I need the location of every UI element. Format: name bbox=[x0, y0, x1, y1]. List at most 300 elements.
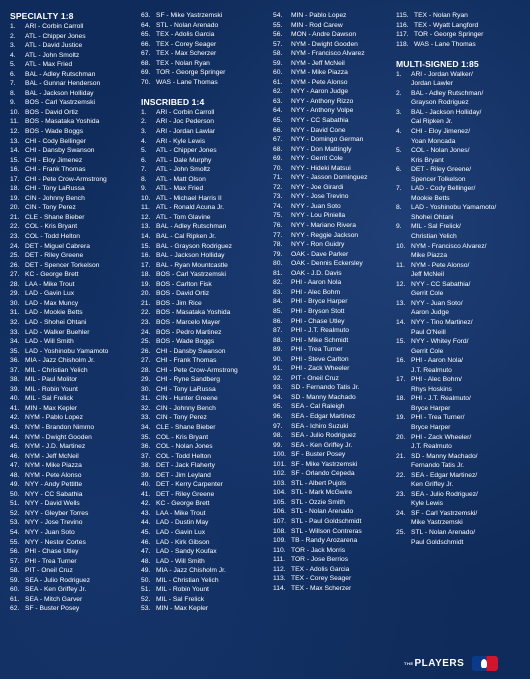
item-number: 116. bbox=[396, 21, 409, 29]
list-item bbox=[396, 413, 526, 423]
item-name: CHI - Ryne Sandberg bbox=[156, 376, 220, 384]
list-item bbox=[273, 584, 398, 594]
item-name: BOS - Carl Yastrzemski bbox=[156, 271, 226, 279]
item-number: 53. bbox=[10, 519, 20, 527]
item-name: NYM - Francisco Alvarez/ bbox=[411, 242, 487, 250]
item-name: MIL - Robin Yount bbox=[25, 385, 78, 393]
item-name: ATL - John Smoltz bbox=[156, 166, 211, 174]
item-name: MIN - Max Kepler bbox=[156, 605, 209, 613]
item-number: 38. bbox=[141, 462, 151, 470]
list-item bbox=[141, 242, 266, 252]
list-item bbox=[273, 259, 398, 269]
list-item bbox=[273, 469, 398, 479]
list-item bbox=[10, 394, 132, 404]
players-logo bbox=[404, 658, 464, 669]
item-name-continued: Christian Yelich bbox=[411, 233, 457, 241]
item-name: BOS - Masataka Yoshida bbox=[25, 118, 100, 126]
item-name: LAD - Yoshinobu Yamamoto bbox=[25, 347, 109, 355]
list-item bbox=[396, 40, 526, 50]
item-number: 65. bbox=[141, 31, 151, 39]
list-item bbox=[141, 547, 266, 557]
item-name: NYY - Andy Pettitte bbox=[25, 481, 83, 489]
list-item bbox=[141, 270, 266, 280]
item-name: CHI - Dansby Swanson bbox=[156, 347, 226, 355]
list-item bbox=[141, 213, 266, 223]
item-number: 29. bbox=[141, 376, 151, 384]
item-name: NYY - David Cone bbox=[291, 126, 346, 134]
footer-logos bbox=[404, 654, 522, 672]
list-item bbox=[396, 452, 526, 462]
item-number: 57. bbox=[273, 40, 283, 48]
item-number: 21. bbox=[141, 299, 151, 307]
item-name: CHI - Eloy Jimenez bbox=[25, 156, 83, 164]
item-name: MIN - Pablo Lopez bbox=[291, 12, 347, 19]
item-number: 31. bbox=[10, 309, 20, 317]
list-item bbox=[273, 231, 398, 241]
list-item bbox=[10, 280, 132, 290]
list-item bbox=[141, 49, 266, 59]
list-item bbox=[10, 337, 132, 347]
list-item bbox=[396, 280, 526, 290]
item-number: 8. bbox=[396, 204, 402, 212]
item-number: 4. bbox=[10, 51, 16, 59]
list-item bbox=[10, 356, 132, 366]
item-name: NYY - Jose Trevino bbox=[291, 193, 349, 201]
item-number: 19. bbox=[396, 414, 406, 422]
item-name: ATL - Michael Harris II bbox=[156, 194, 222, 202]
item-name-continued: Bryce Harper bbox=[411, 404, 451, 412]
item-number: 69. bbox=[141, 69, 151, 77]
item-name: NYY - CC Sabathia bbox=[291, 117, 349, 125]
item-number: 24. bbox=[10, 242, 20, 250]
item-number: 77. bbox=[273, 231, 283, 239]
list-item bbox=[396, 299, 526, 309]
item-name: TEX - Adolis Garcia bbox=[291, 565, 350, 573]
list-item bbox=[141, 21, 266, 31]
inscribed-list-end bbox=[396, 11, 526, 49]
item-number: 39. bbox=[10, 385, 20, 393]
list-item bbox=[10, 70, 132, 80]
item-name: PHI - Trea Turner bbox=[291, 346, 343, 354]
list-item bbox=[141, 251, 266, 261]
item-name: STL - Albert Pujols bbox=[291, 479, 347, 487]
item-number: 2. bbox=[10, 32, 16, 40]
item-number: 9. bbox=[10, 99, 16, 107]
item-name: ARI - Jordan Walker/ bbox=[411, 70, 473, 78]
item-name: NYY - Ron Guidry bbox=[291, 241, 345, 249]
list-item bbox=[273, 565, 398, 575]
item-number: 47. bbox=[10, 462, 20, 470]
item-number: 104. bbox=[273, 489, 287, 497]
item-name-continued: Mookie Betts bbox=[411, 194, 450, 202]
item-number: 38. bbox=[10, 376, 20, 384]
item-number: 17. bbox=[10, 175, 20, 183]
item-name-continued: Spencer Tolkelson bbox=[411, 175, 466, 183]
item-name: PHI - Zack Wheeler/ bbox=[411, 433, 472, 441]
item-number: 49. bbox=[10, 481, 20, 489]
multi-signed-list bbox=[396, 70, 526, 547]
item-name: CIN - Johnny Bench bbox=[156, 404, 216, 412]
item-name: SF - Mike Yastrzemski bbox=[156, 12, 223, 19]
item-number: 43. bbox=[10, 423, 20, 431]
item-number: 91. bbox=[273, 365, 283, 373]
item-name: DET - Jack Flaherty bbox=[156, 462, 215, 470]
item-name: ATL - Chipper Jones bbox=[156, 147, 217, 155]
list-item bbox=[273, 383, 398, 393]
list-item bbox=[141, 471, 266, 481]
item-name: BAL - Adley Rutschman/ bbox=[411, 89, 484, 97]
item-number: 22. bbox=[396, 471, 406, 479]
list-item bbox=[141, 423, 266, 433]
item-number: 17. bbox=[396, 376, 406, 384]
item-number: 19. bbox=[141, 280, 151, 288]
list-item bbox=[141, 375, 266, 385]
item-number: 92. bbox=[273, 374, 283, 382]
item-name: NYM - Brandon Nimmo bbox=[25, 423, 95, 431]
list-item bbox=[273, 11, 398, 21]
item-name: ATL - Tom Glavine bbox=[156, 213, 211, 221]
item-number: 45. bbox=[141, 528, 151, 536]
item-name: LAA - Mike Trout bbox=[25, 280, 75, 288]
item-name: NYY - Domingo German bbox=[291, 136, 364, 144]
list-item bbox=[10, 604, 132, 614]
item-name-continued: Paul O'Neill bbox=[411, 328, 446, 336]
list-item bbox=[273, 59, 398, 69]
item-name-continued: Mike Yastrzemski bbox=[411, 519, 463, 527]
item-name: CHI - Pete Crow-Armstrong bbox=[156, 366, 238, 374]
item-number: 34. bbox=[141, 423, 151, 431]
list-item bbox=[396, 222, 526, 232]
item-name: LAD - Dustin May bbox=[156, 519, 209, 527]
item-number: 61. bbox=[10, 595, 20, 603]
item-name: SEA - Julio Rodriguez/ bbox=[411, 490, 478, 498]
list-item bbox=[141, 68, 266, 78]
item-name: TEX - Wyatt Langford bbox=[414, 21, 479, 29]
item-name: COL - Nolan Jones bbox=[156, 443, 213, 451]
item-name: BAL - Jackson Holliday bbox=[25, 89, 94, 97]
item-number: 71. bbox=[273, 174, 283, 182]
item-name: OAK - Dave Parker bbox=[291, 250, 349, 258]
item-name: MIN - Max Kepler bbox=[25, 404, 78, 412]
list-item bbox=[273, 498, 398, 508]
item-name: PHI - Chase Utley bbox=[25, 548, 79, 556]
item-name: ARI - Corbin Carroll bbox=[156, 108, 215, 116]
list-item bbox=[273, 135, 398, 145]
item-number: 13. bbox=[396, 299, 406, 307]
item-name: MIN - Rod Carew bbox=[291, 21, 343, 29]
item-name: BOS - Pedro Martinez bbox=[156, 328, 222, 336]
item-number: 21. bbox=[10, 213, 20, 221]
item-name: SF - Carl Yastrzemski/ bbox=[411, 509, 478, 517]
item-name: COL - Kris Bryant bbox=[25, 223, 78, 231]
item-number: 107. bbox=[273, 517, 287, 525]
item-name: SEA - Edgar Martinez/ bbox=[411, 471, 478, 479]
item-number: 83. bbox=[273, 288, 283, 296]
list-item bbox=[10, 547, 132, 557]
item-number: 28. bbox=[141, 366, 151, 374]
item-name: CHI - Tony LaRussa bbox=[25, 185, 85, 193]
item-number: 60. bbox=[10, 586, 20, 594]
item-name: OAK - Dennis Eckersley bbox=[291, 260, 363, 268]
list-item bbox=[10, 442, 132, 452]
item-name-continued: Kyle Lewis bbox=[411, 500, 443, 508]
list-item bbox=[273, 527, 398, 537]
list-item bbox=[273, 288, 398, 298]
item-number: 51. bbox=[10, 500, 20, 508]
item-number: 37. bbox=[141, 452, 151, 460]
list-item bbox=[10, 222, 132, 232]
item-name-continued: Ken Griffey Jr. bbox=[411, 481, 454, 489]
item-number: 103. bbox=[273, 479, 287, 487]
item-number: 70. bbox=[273, 164, 283, 172]
list-item bbox=[273, 317, 398, 327]
item-name: WAS - Lane Thomas bbox=[414, 40, 476, 48]
item-number: 55. bbox=[10, 538, 20, 546]
item-name-continued: J.T. Realmuto bbox=[411, 443, 452, 451]
list-item bbox=[273, 240, 398, 250]
item-name-continued: Paul Goldschmidt bbox=[411, 538, 464, 546]
list-item bbox=[273, 97, 398, 107]
spacer bbox=[396, 49, 526, 59]
list-item bbox=[10, 261, 132, 271]
item-name: TB - Randy Arozarena bbox=[291, 537, 358, 545]
item-name: MIA - Jazz Chisholm Jr. bbox=[156, 567, 226, 575]
item-number: 117. bbox=[396, 31, 409, 39]
list-item bbox=[273, 78, 398, 88]
list-item bbox=[273, 336, 398, 346]
list-item bbox=[10, 347, 132, 357]
list-item bbox=[10, 366, 132, 376]
list-item bbox=[141, 232, 266, 242]
item-name: SD - Fernando Tatis Jr. bbox=[291, 384, 360, 392]
item-number: 10. bbox=[396, 242, 406, 250]
item-number: 14. bbox=[396, 318, 406, 326]
item-name: ATL - Dale Murphy bbox=[156, 156, 212, 164]
list-item bbox=[141, 557, 266, 567]
item-name: NYY - Gerrit Cole bbox=[291, 155, 343, 163]
list-item bbox=[273, 555, 398, 565]
item-number: 118. bbox=[396, 40, 409, 48]
list-item bbox=[396, 356, 526, 366]
list-item bbox=[273, 297, 398, 307]
list-item bbox=[141, 30, 266, 40]
column-3 bbox=[273, 11, 398, 593]
item-name: KC - George Brett bbox=[25, 271, 79, 279]
item-name: BOS - Jim Rice bbox=[156, 299, 202, 307]
item-name: BAL - Ryan Mountcastle bbox=[156, 261, 228, 269]
item-number: 25. bbox=[396, 528, 406, 536]
item-name: PHI - J.T. Realmuto bbox=[291, 327, 349, 335]
item-number: 70. bbox=[141, 78, 151, 86]
list-item bbox=[10, 165, 132, 175]
list-item bbox=[273, 145, 398, 155]
item-number: 3. bbox=[396, 108, 402, 116]
item-number: 12. bbox=[10, 128, 20, 136]
list-item bbox=[10, 576, 132, 586]
item-number: 7. bbox=[141, 166, 147, 174]
list-item bbox=[141, 11, 266, 21]
item-number: 41. bbox=[10, 404, 20, 412]
item-number: 56. bbox=[273, 31, 283, 39]
item-name: PHI - Chase Utley bbox=[291, 317, 345, 325]
list-item bbox=[273, 116, 398, 126]
item-name-continued: Gerrit Cole bbox=[411, 347, 444, 355]
item-number: 99. bbox=[273, 441, 283, 449]
item-name-continued: Aaron Judge bbox=[411, 309, 449, 317]
item-number: 13. bbox=[141, 223, 151, 231]
list-item bbox=[273, 364, 398, 374]
item-name: PHI - Aaron Nola/ bbox=[411, 357, 464, 365]
item-name: PHI - Aaron Nola bbox=[291, 279, 342, 287]
item-name: SEA - Ken Griffey Jr. bbox=[291, 441, 353, 449]
item-number: 76. bbox=[273, 222, 283, 230]
list-item bbox=[273, 546, 398, 556]
item-number: 36. bbox=[10, 357, 20, 365]
item-number: 10. bbox=[141, 194, 151, 202]
list-item bbox=[396, 21, 526, 31]
item-name: NYY - David Wells bbox=[25, 500, 80, 508]
item-name: LAD - Gavin Lux bbox=[25, 290, 75, 298]
list-item bbox=[273, 126, 398, 136]
item-number: 54. bbox=[10, 528, 20, 536]
list-item bbox=[141, 461, 266, 471]
spacer bbox=[141, 87, 266, 97]
item-name: CIN - Tony Perez bbox=[156, 414, 207, 422]
item-name: ATL - Chipper Jones bbox=[25, 32, 86, 40]
item-number: 20. bbox=[141, 290, 151, 298]
item-number: 36. bbox=[141, 443, 151, 451]
list-item bbox=[10, 404, 132, 414]
item-name: NYY - Gleyber Torres bbox=[25, 509, 89, 517]
column-2 bbox=[141, 11, 266, 614]
item-number: 58. bbox=[273, 50, 283, 58]
list-item bbox=[141, 585, 266, 595]
list-item bbox=[273, 211, 398, 221]
list-item bbox=[10, 203, 132, 213]
list-item bbox=[141, 137, 266, 147]
list-item bbox=[141, 518, 266, 528]
item-name: MON - Andre Dawson bbox=[291, 31, 357, 39]
item-name: ATL - Matt Olson bbox=[156, 175, 206, 183]
list-item bbox=[141, 117, 266, 127]
list-item bbox=[141, 261, 266, 271]
item-name: BAL - Adley Rutschman bbox=[156, 223, 227, 231]
list-item bbox=[273, 422, 398, 432]
list-item bbox=[141, 356, 266, 366]
list-item bbox=[10, 308, 132, 318]
item-name: ATL - David Justice bbox=[25, 42, 83, 50]
item-number: 42. bbox=[141, 500, 151, 508]
item-number: 57. bbox=[10, 557, 20, 565]
list-item bbox=[10, 89, 132, 99]
list-item bbox=[10, 117, 132, 127]
item-number: 100. bbox=[273, 451, 287, 459]
list-item bbox=[10, 108, 132, 118]
list-item bbox=[141, 165, 266, 175]
list-item bbox=[273, 412, 398, 422]
item-name: BOS - Marcelo Mayer bbox=[156, 318, 221, 326]
item-name: NYY - Mariano Rivera bbox=[291, 222, 356, 230]
item-number: 16. bbox=[141, 252, 151, 260]
item-name: PHI - Bryson Stott bbox=[291, 307, 345, 315]
list-item bbox=[396, 165, 526, 175]
item-name: DET - Spencer Torkelson bbox=[25, 261, 100, 269]
item-name: PIT - Oneil Cruz bbox=[291, 374, 339, 382]
item-name: MIL - Paul Molitor bbox=[25, 376, 78, 384]
item-number: 26. bbox=[10, 261, 20, 269]
list-item bbox=[273, 507, 398, 517]
item-number: 59. bbox=[273, 59, 283, 67]
item-number: 19. bbox=[10, 194, 20, 202]
item-number: 47. bbox=[141, 548, 151, 556]
item-name: NYM - Dwight Gooden bbox=[291, 40, 358, 48]
item-number: 62. bbox=[273, 88, 283, 96]
item-number: 12. bbox=[396, 280, 406, 288]
item-number: 8. bbox=[10, 89, 16, 97]
item-number: 106. bbox=[273, 508, 287, 516]
item-name: BOS - Carlton Fisk bbox=[156, 280, 212, 288]
item-number: 52. bbox=[141, 595, 151, 603]
item-number: 85. bbox=[273, 307, 283, 315]
item-number: 72. bbox=[273, 183, 283, 191]
list-item bbox=[10, 471, 132, 481]
item-name-continued: Jordan Lawler bbox=[411, 80, 454, 88]
item-name: NYY - Anthony Rizzo bbox=[291, 97, 354, 105]
list-item bbox=[273, 269, 398, 279]
item-number: 6. bbox=[141, 156, 147, 164]
list-item bbox=[273, 355, 398, 365]
item-name: CIN - Johnny Bench bbox=[25, 194, 85, 202]
list-item bbox=[10, 41, 132, 51]
item-name: ATL - John Smoltz bbox=[25, 51, 80, 59]
list-item bbox=[141, 442, 266, 452]
item-number: 114. bbox=[273, 584, 286, 592]
item-name-continued: Gerrit Cole bbox=[411, 290, 444, 298]
item-name: BOS - Wade Boggs bbox=[25, 128, 84, 136]
item-number: 67. bbox=[273, 136, 283, 144]
item-number: 87. bbox=[273, 327, 283, 335]
item-name: TOR - George Springer bbox=[414, 31, 484, 39]
item-name: CHI - Tony LaRussa bbox=[156, 385, 216, 393]
item-name: NYM - Pete Alonso bbox=[25, 471, 82, 479]
item-name: MIL - Sal Frelick/ bbox=[411, 223, 461, 231]
list-item bbox=[141, 566, 266, 576]
item-number: 88. bbox=[273, 336, 283, 344]
players-logo-prefix: THE bbox=[404, 660, 414, 666]
list-item bbox=[396, 337, 526, 347]
inscribed-list bbox=[141, 108, 266, 614]
item-name: STL - Willson Contreras bbox=[291, 527, 362, 535]
list-item bbox=[273, 326, 398, 336]
list-item bbox=[141, 184, 266, 194]
item-number: 9. bbox=[141, 185, 147, 193]
item-number: 50. bbox=[141, 576, 151, 584]
list-item bbox=[141, 337, 266, 347]
item-number: 44. bbox=[10, 433, 20, 441]
item-name: NYY - Reggie Jackson bbox=[291, 231, 359, 239]
list-item bbox=[273, 450, 398, 460]
item-name: PHI - Alec Bohm/ bbox=[411, 376, 462, 384]
item-name: LAD - Cody Bellinger/ bbox=[411, 185, 476, 193]
item-name: OAK - J.D. Davis bbox=[291, 269, 342, 277]
item-name: LAD - Shohei Ohtani bbox=[25, 318, 87, 326]
list-item bbox=[141, 318, 266, 328]
item-number: 11. bbox=[141, 204, 150, 212]
item-name-continued: Yoan Moncada bbox=[411, 137, 456, 145]
item-number: 63. bbox=[273, 97, 283, 105]
list-item bbox=[10, 299, 132, 309]
list-item bbox=[273, 345, 398, 355]
